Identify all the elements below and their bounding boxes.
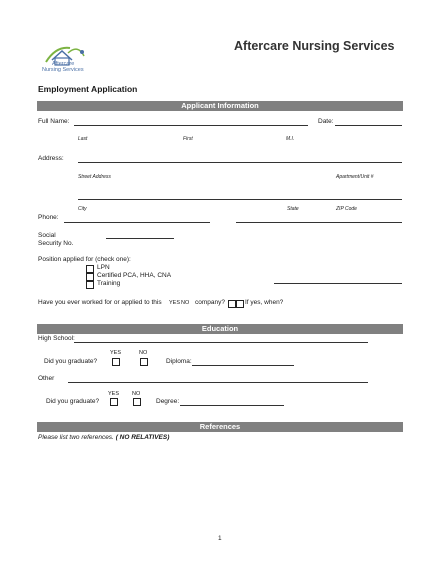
degree-field[interactable] [180, 405, 284, 406]
hs-yes-label: YES [110, 350, 122, 356]
phone-field-2[interactable] [236, 222, 402, 223]
no-relatives-note: ( NO RELATIVES) [115, 434, 170, 441]
phone-label: Phone: [38, 214, 59, 221]
ssn-field[interactable] [106, 238, 174, 239]
hs-no-label: NO [139, 350, 148, 356]
zip-sublabel: ZIP Code [336, 206, 357, 212]
other-no-label: NO [132, 391, 141, 397]
date-label: Date: [318, 118, 334, 125]
apt-sublabel: Apartment/Unit # [336, 174, 374, 180]
high-school-field[interactable] [74, 342, 368, 343]
form-title: Employment Application [38, 84, 138, 94]
lpn-option-label: LPN [97, 264, 110, 271]
worked-question: Have you ever worked for or applied to this [38, 299, 162, 306]
diploma-field[interactable] [192, 365, 294, 366]
other-graduate-label: Did you graduate? [46, 398, 100, 405]
other-no-checkbox[interactable] [133, 398, 141, 406]
logo-text-line1: Aftercare [52, 61, 75, 67]
pca-option-label: Certified PCA, HHA, CNA [97, 272, 172, 279]
phone-field-1[interactable] [64, 222, 210, 223]
hs-graduate-label: Did you graduate? [44, 358, 98, 365]
position-other-field[interactable] [274, 283, 402, 284]
address-label: Address: [38, 155, 64, 162]
references-instruction-text: Please list two references. [38, 434, 114, 441]
other-label: Other [38, 375, 55, 382]
state-sublabel: State [287, 206, 299, 212]
date-field[interactable] [335, 125, 402, 126]
street-address-field[interactable] [78, 162, 402, 163]
pca-checkbox[interactable] [86, 273, 94, 281]
diploma-label: Diploma: [166, 358, 192, 365]
hs-yes-checkbox[interactable] [112, 358, 120, 366]
logo-text-line2: Nursing Services [42, 67, 84, 73]
full-name-field[interactable] [74, 125, 308, 126]
worked-yes-label: YES [169, 300, 181, 306]
education-section-header: Education [37, 324, 403, 334]
first-sublabel: First [183, 136, 193, 142]
worked-yes-checkbox[interactable] [228, 300, 236, 308]
position-label: Position applied for (check one): [38, 256, 131, 263]
city-state-zip-field[interactable] [78, 199, 402, 200]
references-section-header: References [37, 422, 403, 432]
hs-no-checkbox[interactable] [140, 358, 148, 366]
full-name-label: Full Name: [38, 118, 70, 125]
ssn-label-line2: Security No. [38, 240, 74, 247]
if-yes-label: If yes, when? [245, 299, 284, 306]
degree-label: Degree: [156, 398, 180, 405]
worked-no-label: NO [181, 300, 190, 306]
applicant-section-header: Applicant Information [37, 101, 403, 111]
other-yes-checkbox[interactable] [110, 398, 118, 406]
mi-sublabel: M.I. [286, 136, 295, 142]
last-sublabel: Last [78, 136, 88, 142]
references-instruction [38, 434, 169, 441]
other-school-field[interactable] [68, 382, 368, 383]
company-title: Aftercare Nursing Services [234, 39, 395, 53]
lpn-checkbox[interactable] [86, 265, 94, 273]
street-sublabel: Street Address [78, 174, 111, 180]
ssn-label-line1: Social [38, 232, 56, 239]
training-checkbox[interactable] [86, 281, 94, 289]
page-number: 1 [218, 535, 222, 542]
other-yes-label: YES [108, 391, 120, 397]
worked-no-checkbox[interactable] [236, 300, 244, 308]
training-option-label: Training [97, 280, 121, 287]
city-sublabel: City [78, 206, 87, 212]
company-label: company? [195, 299, 225, 306]
high-school-label: High School: [38, 335, 75, 342]
